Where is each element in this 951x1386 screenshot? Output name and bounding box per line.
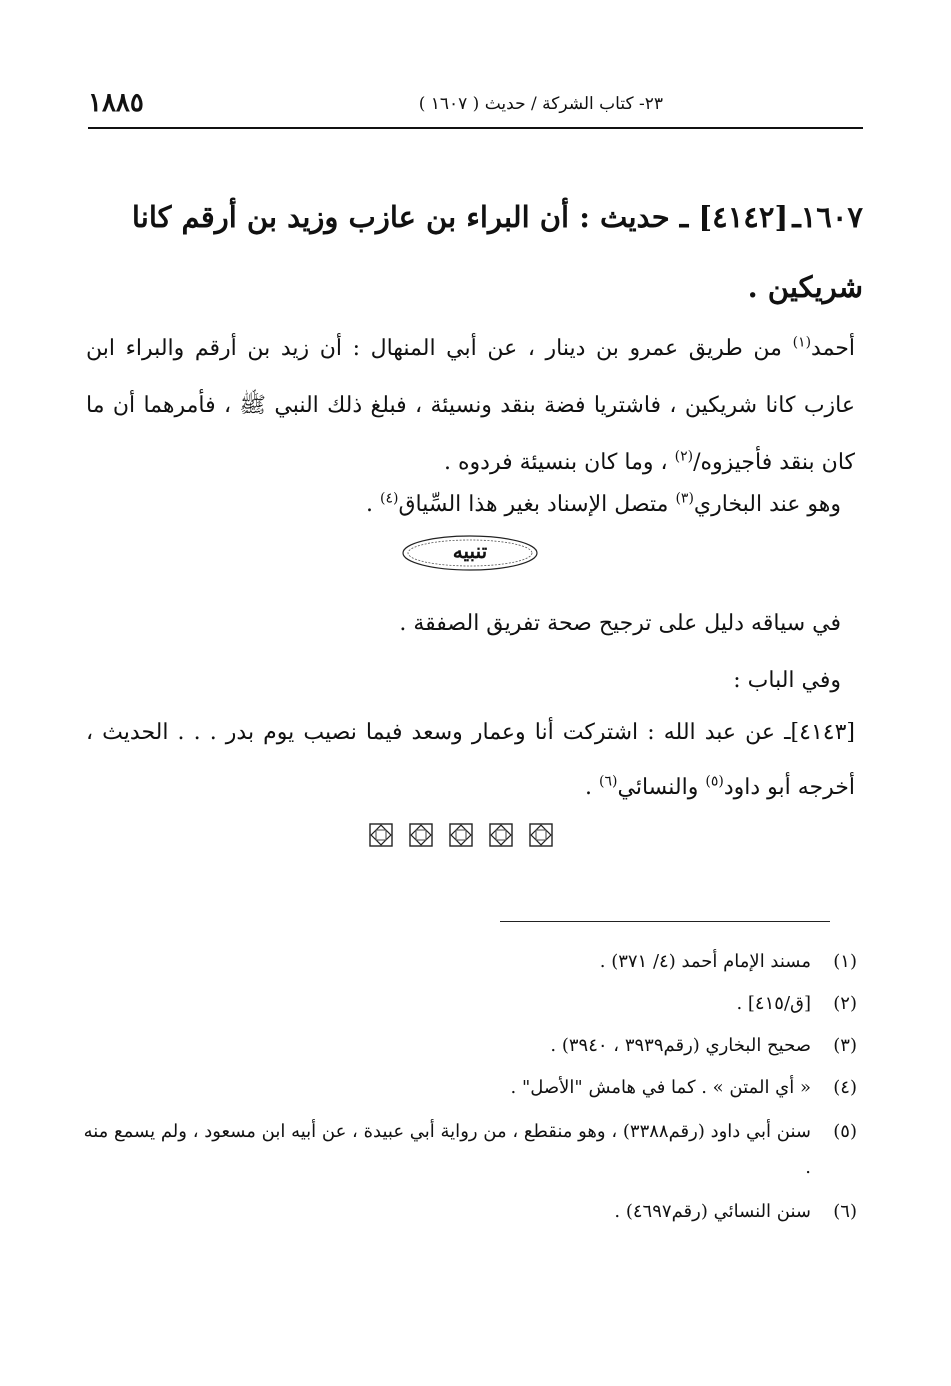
footnote-text: مسند الإمام أحمد (٤/ ٣٧١) . [599,951,811,972]
footnote-text: سنن أبي داود (رقم٣٣٨٨) ، وهو منقطع ، من رواية أبي عبيدة ، عن أبيه ابن مسعود ، ولم يسمع منه . [83,1121,811,1178]
footnote-ref-1: (١) [792,334,812,351]
footnote-item [82,1114,857,1186]
ornament-star-icon [408,822,434,848]
section-end-ornaments [368,822,558,850]
ornament-star-icon [448,822,474,848]
hadith-label: ـ حديث : [579,200,689,234]
paragraph5-text-c: . [585,775,593,800]
footnote-item [82,988,857,1020]
paragraph2-text-c: . [365,492,373,517]
tanbih-cartouche [400,533,540,573]
footnote-ref-6: (٦) [599,773,618,790]
paragraph5-ref: [٤١٤٣] [790,720,855,745]
hadith-heading [86,182,863,322]
footnote-number: (٤) [833,1077,857,1098]
paragraph1-lead: أحمد [811,336,856,361]
footnote-text: [ق/٤١٥] . [736,993,811,1014]
header-rule [88,127,863,129]
paragraph-wa-fil-bab: وفي الباب : [733,668,841,693]
hadith-ref: [٤١٤٢] [698,200,789,234]
ornament-star-icon [368,822,394,848]
paragraph-bukhari [86,480,841,530]
footnote-number: (٣) [833,1035,857,1056]
paragraph1-text-b: ، وما كان بنسيئة فردوه . [444,450,668,475]
hadith-text-line1: أن البراء بن عازب وزيد بن أرقم كانا [131,200,570,234]
footnote-text: سنن النسائي (رقم٤٦٩٧) . [614,1201,811,1222]
footnote-ref-2: (٢) [674,448,694,465]
ornament-star-icon [528,822,554,848]
footnote-item [82,1196,857,1228]
paragraph5-text-b: والنسائي [617,775,699,800]
footnote-ref-3: (٣) [675,490,694,507]
footnote-text: صحيح البخاري (رقم٣٩٣٩ ، ٣٩٤٠) . [550,1035,811,1056]
footnote-number: (٥) [833,1121,857,1142]
footnote-number: (٦) [833,1201,857,1222]
page-number: ١٨٨٥ [88,88,144,118]
paragraph1-text-a: من طريق عمرو بن دينار ، عن أبي المنهال : أن زيد بن أرقم والبراء ابن عازب كانا شريكين ، فاشتريا فضة بنقد ونسيئة ، فبلغ ذلك النبي ﷺ ، فأمرهما أن ما كان بنقد فأجيزوه/ [86,336,855,475]
footnote-item [82,946,857,978]
ornament-star-icon [488,822,514,848]
running-head: ٢٣- كتاب الشركة / حديث ( ١٦٠٧ ) [418,94,663,114]
footnote-item [82,1030,857,1062]
footnote-text: « أي المتن » . كما في هامش "الأصل" . [510,1077,811,1098]
footnote-item [82,1072,857,1104]
footnote-ref-4: (٤) [379,490,399,507]
footnotes [82,946,857,1238]
paragraph2-text-a: وهو عند البخاري [693,492,841,517]
footnote-number: (٢) [833,993,857,1014]
paragraph-tanbih-text: في سياقه دليل على ترجيح صحة تفريق الصفقة . [399,611,841,636]
hadith-text-line2: شريكين . [747,270,863,304]
paragraph2-text-b: متصل الإسناد بغير هذا السِّياق [398,492,669,517]
footnote-number: (١) [833,951,857,972]
footnote-separator [500,921,830,922]
paragraph-ahmad [86,320,855,491]
paragraph-abdullah [86,705,855,815]
footnote-ref-5: (٥) [705,773,724,790]
paragraph5-text-a: ـ عن عبد الله : اشتركت أنا وعمار وسعد فيما نصيب يوم بدر . . . الحديث ، أخرجه أبو داود [86,720,855,800]
tanbih-label: تنبيه [452,539,488,563]
hadith-number: ١٦٠٧ـ [792,200,863,234]
page-header [88,84,863,124]
